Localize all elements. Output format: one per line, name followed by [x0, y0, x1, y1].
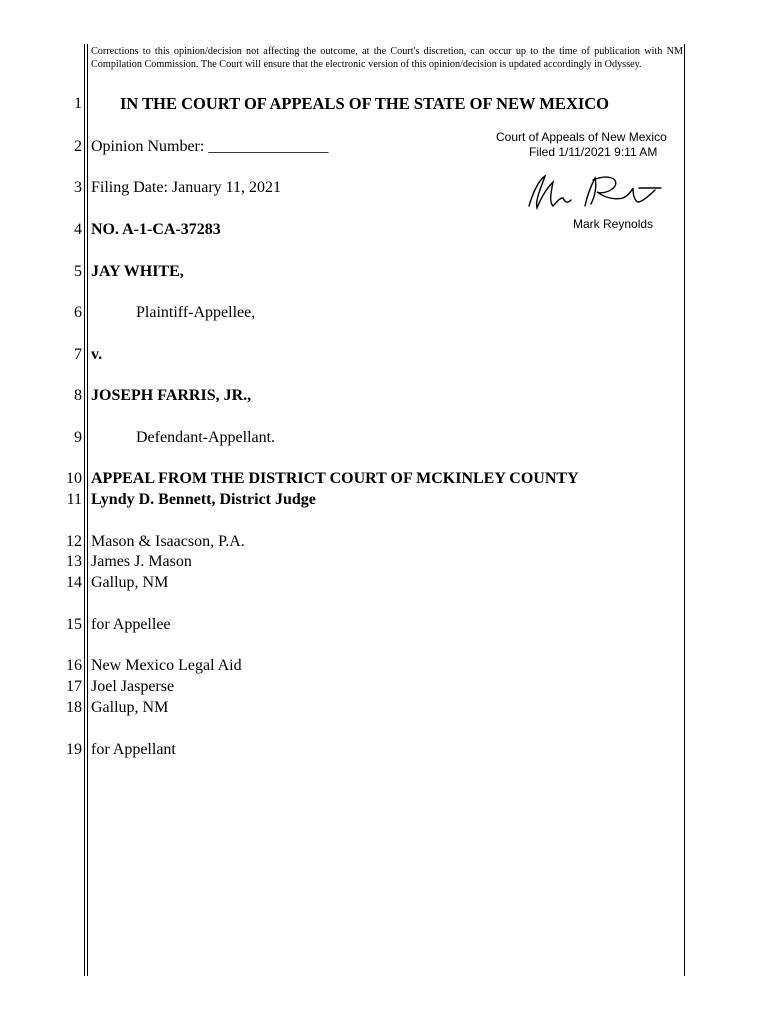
for-appellant: for Appellant: [91, 741, 176, 758]
district-judge: Lyndy D. Bennett, District Judge: [91, 491, 316, 508]
appellee-city: Gallup, NM: [91, 574, 169, 591]
line-number: 18: [66, 699, 82, 716]
defendant-role: Defendant-Appellant.: [136, 429, 276, 446]
line-number: 15: [66, 616, 82, 633]
signature-image: [515, 168, 665, 218]
stamp-court: Court of Appeals of New Mexico: [496, 130, 667, 144]
appeal-from: APPEAL FROM THE DISTRICT COURT OF MCKINLEY COUNTY: [91, 470, 579, 487]
line-number: 1: [74, 95, 82, 112]
line-number: 17: [66, 678, 82, 695]
left-margin-rule: [84, 44, 85, 976]
line-number: 2: [74, 138, 82, 155]
appellee-attorney: James J. Mason: [91, 553, 192, 570]
line-number: 13: [66, 553, 82, 570]
line-number: 10: [66, 470, 82, 487]
appellant-firm: New Mexico Legal Aid: [91, 657, 242, 674]
filing-date: Filing Date: January 11, 2021: [91, 179, 282, 196]
court-title: IN THE COURT OF APPEALS OF THE STATE OF NEW MEXICO: [120, 94, 610, 113]
line-number: 16: [66, 657, 82, 674]
line-number: 9: [74, 429, 82, 446]
right-margin-rule: [684, 44, 685, 976]
line-number: 4: [74, 221, 82, 238]
line-number: 5: [74, 263, 82, 280]
appellant-city: Gallup, NM: [91, 699, 169, 716]
line-number: 6: [74, 304, 82, 321]
case-number: NO. A-1-CA-37283: [91, 221, 221, 238]
stamp-filed: Filed 1/11/2021 9:11 AM: [529, 145, 658, 159]
stamp-signer: Mark Reynolds: [573, 217, 654, 231]
line-number: 11: [66, 491, 82, 508]
opinion-number: Opinion Number: _______________: [91, 138, 329, 155]
line-number: 14: [66, 574, 82, 591]
line-number: 7: [74, 346, 82, 363]
corrections-notice: Corrections to this opinion/decision not affecting the outcome, at the Court's discretion, can occur up to the time of publication with NM Compilation Commission. The Court will ensure that the electronic version of this opinion/decision is updated accordingly in Odyssey.: [91, 46, 683, 70]
defendant-name: JOSEPH FARRIS, JR.,: [91, 387, 252, 404]
plaintiff-role: Plaintiff-Appellee,: [136, 304, 256, 321]
left-margin-rule: [87, 44, 88, 976]
line-number: 12: [66, 533, 82, 550]
appellee-firm: Mason & Isaacson, P.A.: [91, 533, 245, 550]
appellant-attorney: Joel Jasperse: [91, 678, 175, 695]
line-number: 3: [74, 179, 82, 196]
plaintiff-name: JAY WHITE,: [91, 263, 184, 280]
line-number: 8: [74, 387, 82, 404]
versus: v.: [91, 346, 103, 363]
line-number: 19: [66, 741, 82, 758]
for-appellee: for Appellee: [91, 616, 171, 633]
